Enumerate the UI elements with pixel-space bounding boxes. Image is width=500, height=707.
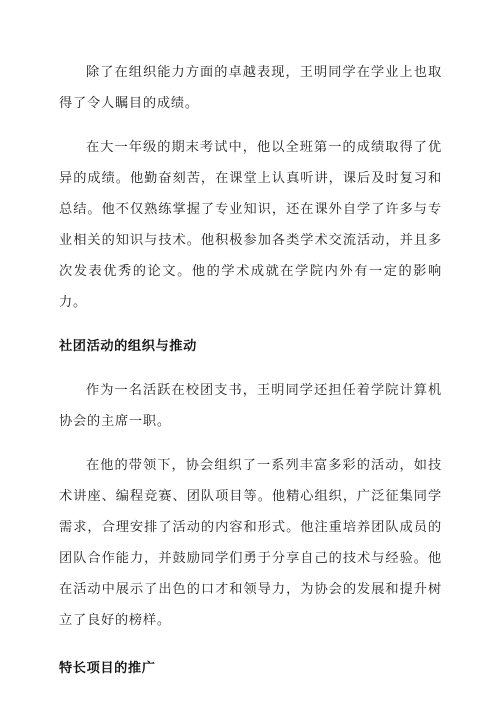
section-heading-specialty-projects: 特长项目的推广 (59, 661, 156, 676)
paragraph-club-activities: 在他的带领下，协会组织了一系列丰富多彩的活动，如技术讲座、编程竞赛、团队项目等。他精心组织，广泛征集同学需求，合理安排了活动的内容和形式。他注重培养团队成员的团队合作能力，并鼓励同学们勇于分享自己的技术与经验。他在活动中展示了出色的口才和领导力，为协会的发展和提升树立了良好的榜样。 (59, 458, 442, 628)
section-heading-club-activities: 社团活动的组织与推动 (59, 339, 197, 354)
paragraph-club-role: 作为一名活跃在校团支书，王明同学还担任着学院计算机协会的主席一职。 (59, 383, 442, 429)
paragraph-academic-achievements: 在大一年级的期末考试中，他以全班第一的成绩取得了优异的成绩。他勤奋刻苦，在课堂上认真听讲，课后及时复习和总结。他不仅熟练掌握了专业知识，还在课外自学了许多与专业相关的知识与技术。他积极参加各类学术交流活动，并且多次发表优秀的论文。他的学术成就在学院内外有一定的影响力。 (59, 140, 442, 310)
paragraph-academic-intro: 除了在组织能力方面的卓越表现，王明同学在学业上也取得了令人瞩目的成绩。 (59, 65, 442, 111)
document-body (59, 57, 442, 684)
